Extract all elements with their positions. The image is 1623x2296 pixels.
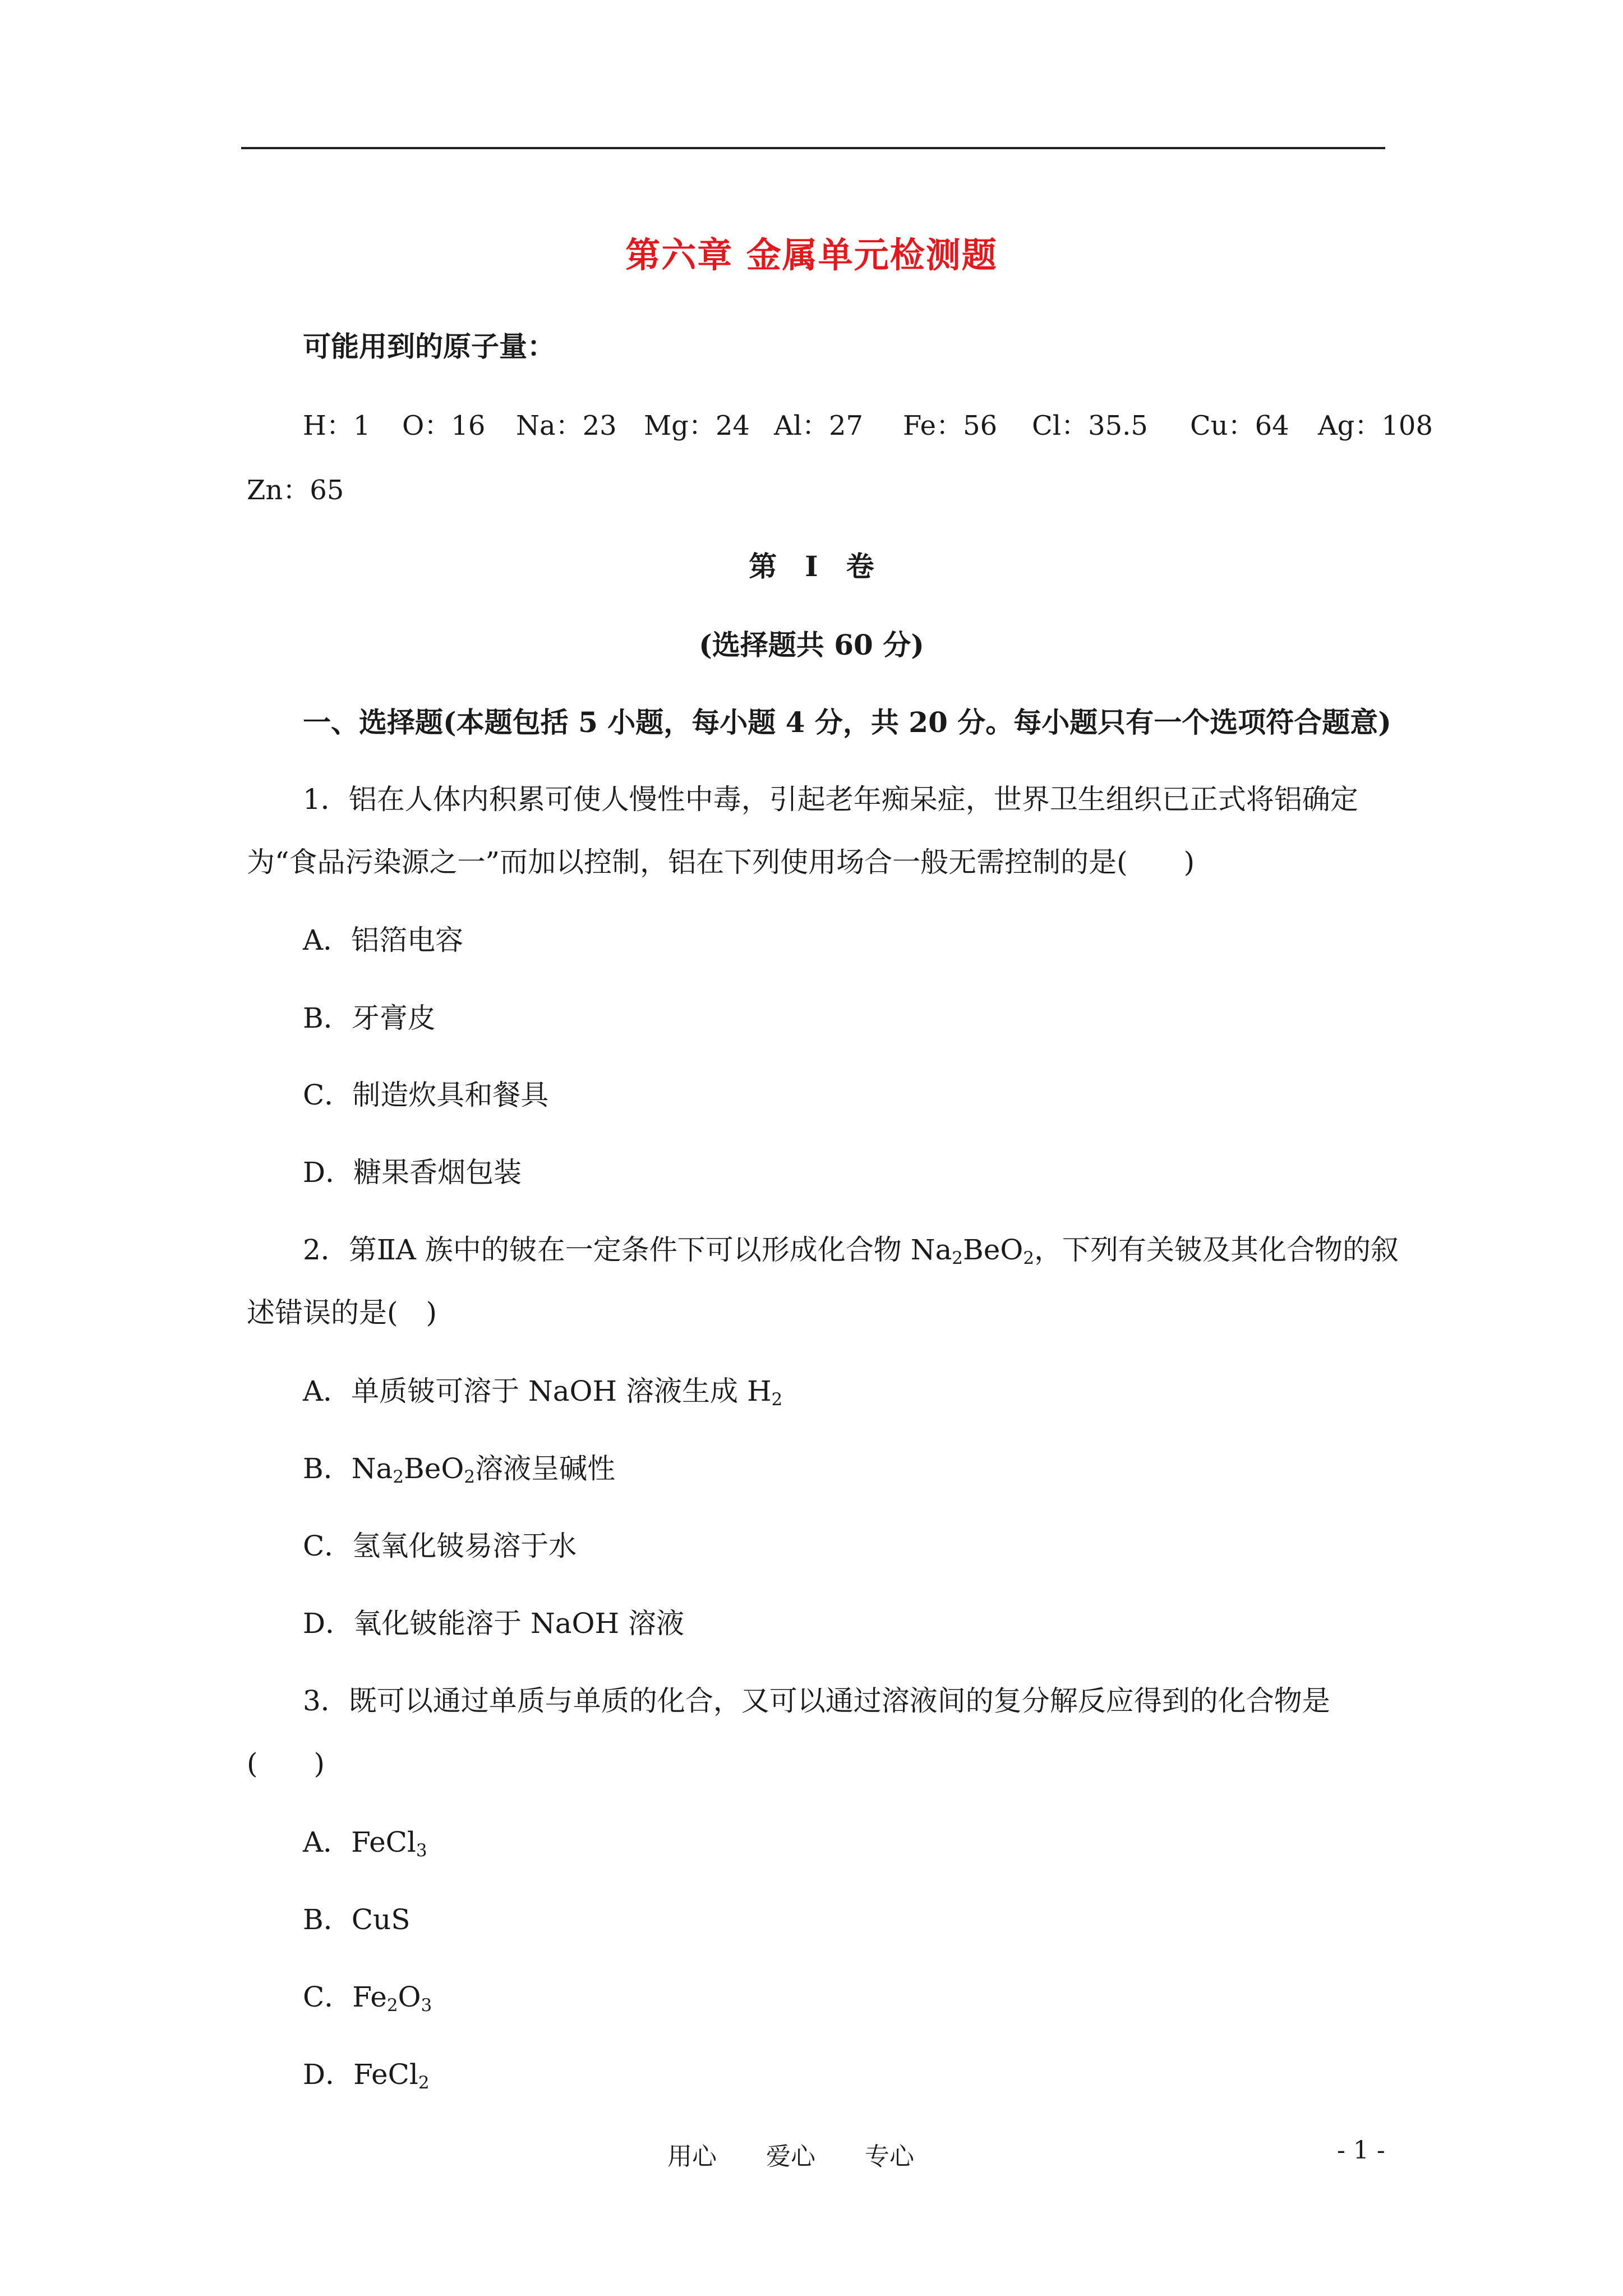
atomic-mass-cl: Cl：35.5	[1032, 410, 1148, 441]
q1-stem-line1: 1．铝在人体内积累可使人慢性中毒，引起老年痴呆症，世界卫生组织已正式将铝确定	[303, 783, 1358, 816]
atomic-mass-h: H：1	[303, 410, 371, 441]
footer-motto: 用心 爱心 专心	[667, 2142, 914, 2171]
atomic-mass-cu: Cu：64	[1190, 410, 1289, 441]
q3-option-b: B．CuS	[303, 1903, 411, 1936]
q1-option-b: B．牙膏皮	[303, 1002, 436, 1034]
q3-stem-line1: 3．既可以通过单质与单质的化合，又可以通过溶液间的复分解反应得到的化合物是	[303, 1685, 1330, 1717]
q2-stem-line1: 2．第ⅡA 族中的铍在一定条件下可以形成化合物 $Na_2BeO_2$，下列有关铍及其化合物的叙	[303, 1234, 1399, 1268]
atomic-mass-ag: Ag：108	[1318, 410, 1433, 441]
atomic-mass-fe: Fe：56	[903, 410, 998, 441]
q1-stem-line2: 为“食品污染源之一”而加以控制，铝在下列使用场合一般无需控制的是( )	[247, 846, 1195, 878]
q3-stem-line2: ( )	[247, 1747, 325, 1780]
q3-option-a: A．FeCl$_3$	[303, 1826, 427, 1861]
q1-option-a: A．铝箔电容	[303, 924, 464, 956]
q2-option-b: B．$Na_2BeO_2$溶液呈碱性	[303, 1452, 616, 1487]
page-title: 第六章 金属单元检测题	[625, 234, 998, 275]
q3-option-c: C．$Fe_2O_3$	[303, 1981, 432, 2016]
q1-option-d: D．糖果香烟包装	[303, 1156, 522, 1189]
q2-option-d: D．氧化铍能溶于 NaOH 溶液	[303, 1607, 685, 1640]
atomic-mass-mg: Mg：24	[644, 410, 750, 441]
atomic-mass-na: Na：23	[516, 410, 617, 441]
q2-option-a: A．单质铍可溶于 NaOH 溶液生成 $H_2$	[303, 1375, 783, 1410]
page-number: - 1 -	[1337, 2136, 1385, 2165]
atomic-mass-label: 可能用到的原子量：	[303, 330, 555, 363]
atomic-mass-al: Al：27	[774, 410, 864, 441]
section-subtitle: (选择题共 60 分)	[699, 628, 924, 661]
q2-option-c: C．氢氧化铍易溶于水	[303, 1530, 577, 1562]
q1-option-c: C．制造炊具和餐具	[303, 1079, 549, 1111]
header-rule	[241, 147, 1385, 149]
atomic-mass-zn: Zn：65	[247, 475, 344, 506]
section-title: 第 I 卷	[749, 550, 874, 583]
q3-option-d: D．FeCl$_2$	[303, 2058, 430, 2093]
q2-stem-line2: 述错误的是( )	[247, 1296, 437, 1329]
section-instruction: 一、选择题(本题包括 5 小题，每小题 4 分，共 20 分。每小题只有一个选项符合题意)	[303, 706, 1391, 739]
atomic-mass-o: O：16	[402, 410, 486, 441]
